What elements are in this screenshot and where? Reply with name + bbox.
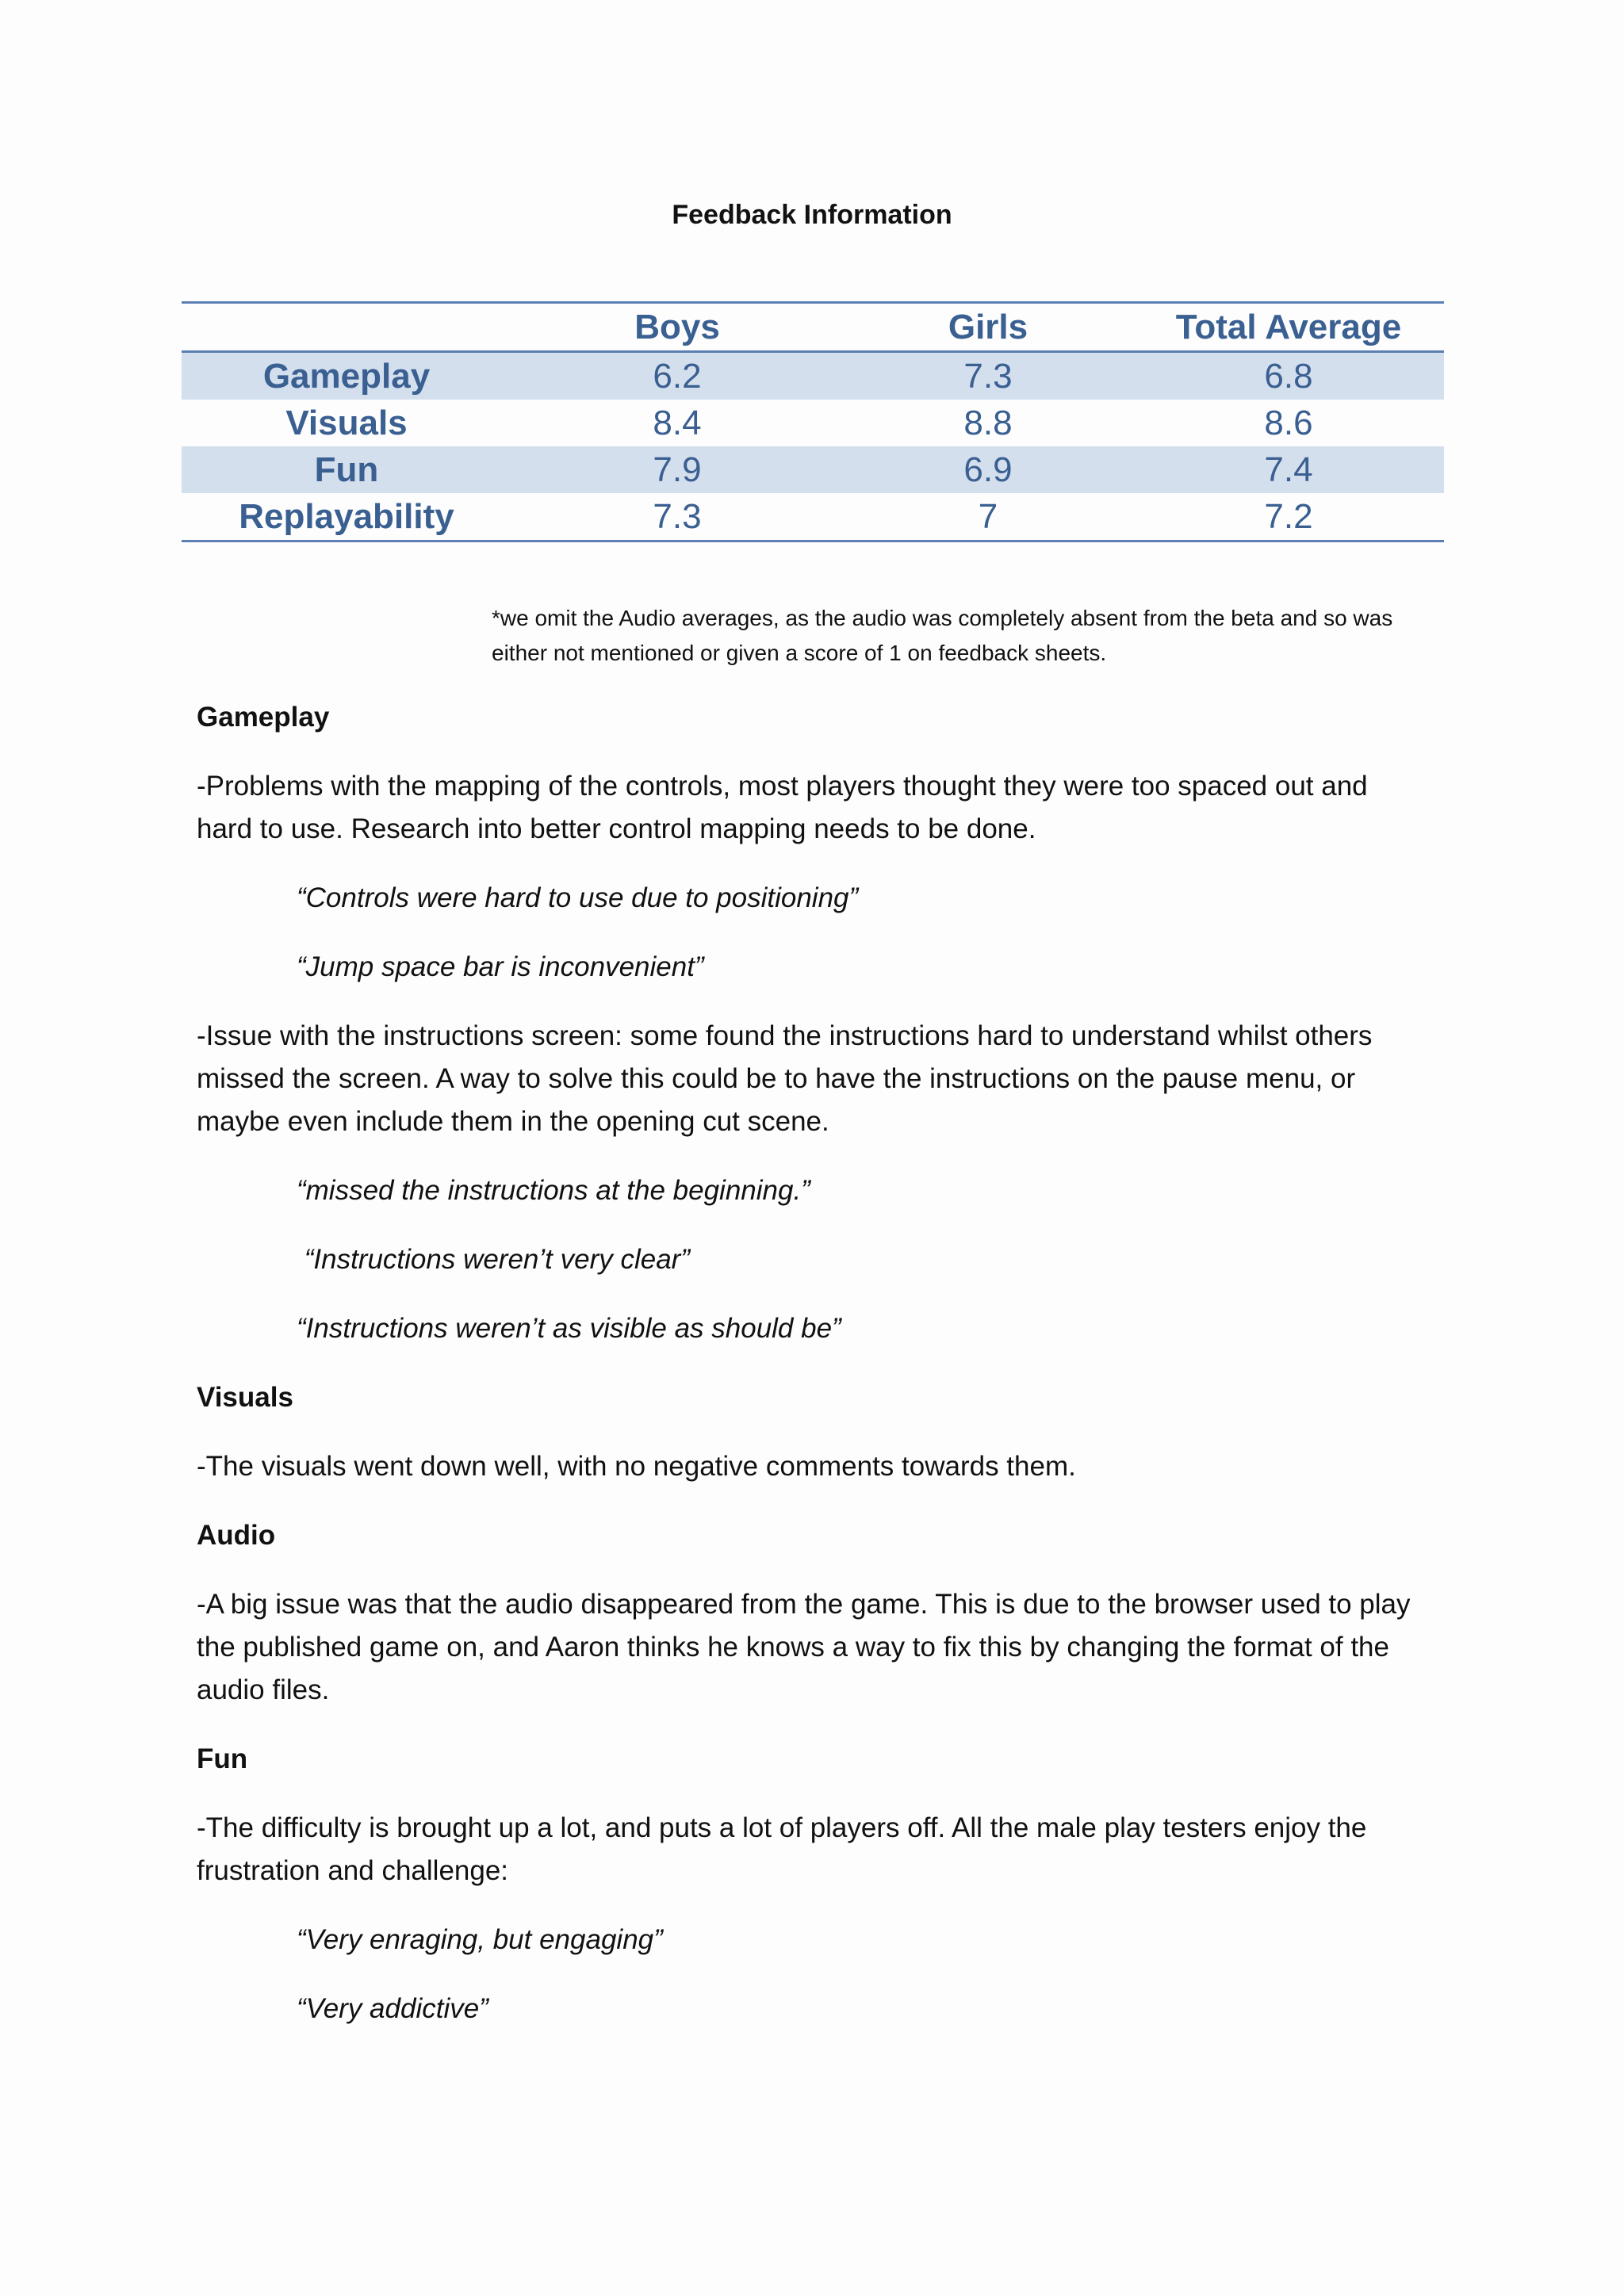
paragraph-instructions: [197, 1015, 1434, 1143]
row-label-replayability: Replayability: [239, 497, 454, 536]
cell-value: 7: [978, 497, 998, 536]
footnote-line: *we omit the Audio averages, as the audio was completely absent from the beta and so was: [492, 606, 1393, 630]
row-label-fun: Fun: [314, 450, 379, 489]
quote: “Instructions weren’t as visible as should be”: [297, 1313, 841, 1344]
text-line: missed the screen. A way to solve this could be to have the instructions on the pause menu, or: [197, 1063, 1356, 1094]
cell-value: 7.4: [1264, 450, 1313, 489]
table-row: [182, 352, 1444, 400]
paragraph-visuals: -The visuals went down well, with no negative comments towards them.: [197, 1451, 1076, 1482]
cell-value: 7.9: [653, 450, 702, 489]
text-line: -Problems with the mapping of the controls, most players thought they were too spaced out and: [197, 771, 1368, 802]
text-line: audio files.: [197, 1674, 330, 1705]
cell-value: 6.8: [1264, 357, 1313, 396]
section-heading-gameplay: Gameplay: [197, 702, 330, 733]
paragraph-audio: [197, 1583, 1434, 1712]
paragraph-fun: [197, 1807, 1434, 1892]
cell-value: 7.2: [1264, 497, 1313, 536]
audio-footnote: [492, 601, 1459, 671]
text-line: -A big issue was that the audio disappeared from the game. This is due to the browser used to play: [197, 1589, 1411, 1620]
cell-value: 8.8: [963, 404, 1013, 442]
quote: “Controls were hard to use due to positioning”: [297, 882, 859, 913]
cell-value: 7.3: [653, 497, 702, 536]
quote: “Jump space bar is inconvenient”: [297, 951, 704, 982]
quote: “Very enraging, but engaging”: [297, 1924, 663, 1955]
section-heading-audio: Audio: [197, 1520, 276, 1551]
section-heading-visuals: Visuals: [197, 1382, 293, 1413]
quote: “missed the instructions at the beginning.”: [297, 1175, 810, 1206]
row-label-visuals: Visuals: [285, 404, 408, 442]
feedback-score-table: [182, 301, 1444, 542]
text-line: -The difficulty is brought up a lot, and puts a lot of players off. All the male play testers enjoy the: [197, 1812, 1367, 1843]
table-header-row: [182, 303, 1444, 352]
cell-value: 8.4: [653, 404, 702, 442]
header-boys: Boys: [634, 308, 720, 346]
text-line: frustration and challenge:: [197, 1855, 509, 1886]
cell-value: 6.2: [653, 357, 702, 396]
cell-value: 7.3: [963, 357, 1013, 396]
text-line: the published game on, and Aaron thinks he knows a way to fix this by changing the format of the: [197, 1632, 1389, 1663]
section-heading-fun: Fun: [197, 1743, 248, 1774]
table-row: [182, 446, 1444, 493]
cell-value: 6.9: [963, 450, 1013, 489]
quote: “Very addictive”: [297, 1993, 488, 2024]
quote: “Instructions weren’t very clear”: [297, 1244, 690, 1275]
row-label-gameplay: Gameplay: [262, 357, 431, 396]
text-line: hard to use. Research into better control mapping needs to be done.: [197, 813, 1036, 844]
table-row: [182, 493, 1444, 541]
cell-value: 8.6: [1264, 404, 1313, 442]
header-girls: Girls: [948, 308, 1028, 346]
table-row: [182, 400, 1444, 446]
footnote-line: either not mentioned or given a score of 1 on feedback sheets.: [492, 641, 1107, 665]
document-title: Feedback Information: [672, 200, 952, 230]
header-total-average: Total Average: [1175, 308, 1402, 346]
header-empty: [182, 303, 511, 352]
feedback-body: [197, 696, 1434, 2057]
paragraph-controls: [197, 765, 1434, 851]
text-line: maybe even include them in the opening cut scene.: [197, 1106, 829, 1137]
text-line: -Issue with the instructions screen: some found the instructions hard to understand whilst others: [197, 1020, 1373, 1051]
